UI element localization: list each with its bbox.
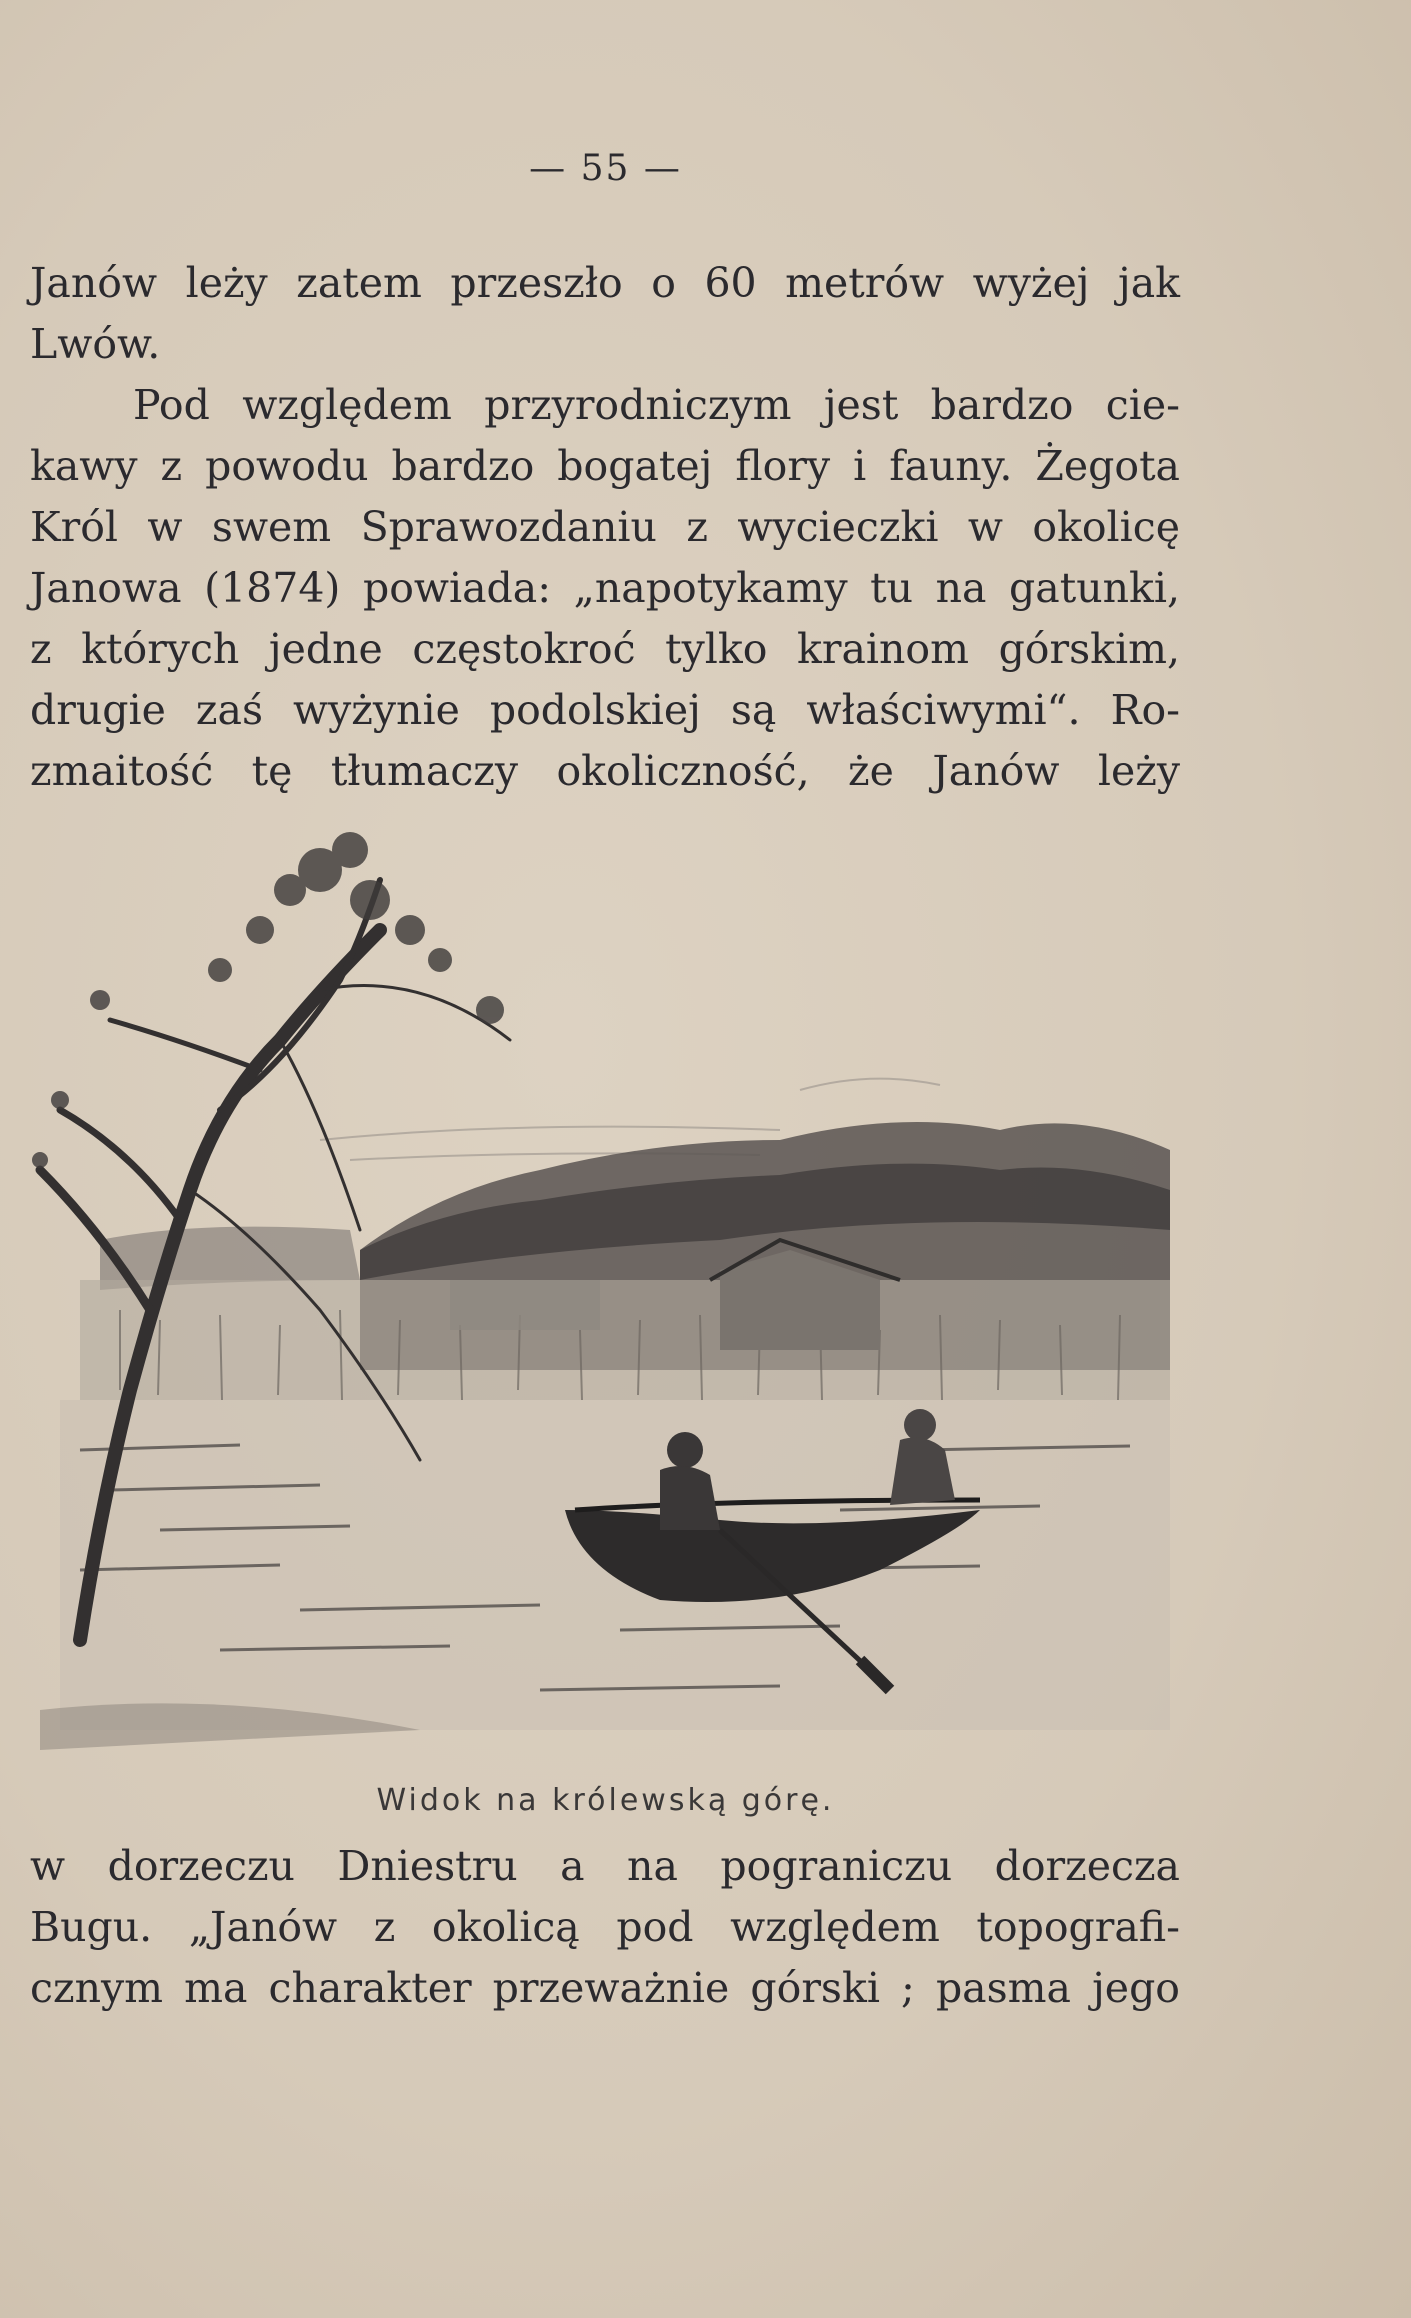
text-line: drugie zaś wyżynie podolskiej są właściwymi“. Ro- (30, 686, 1180, 734)
text-line: Janów leży zatem przeszło o 60 metrów wyżej jak (30, 259, 1180, 307)
text-block-bottom (30, 1836, 1180, 2019)
page-number: — 55 — (529, 148, 682, 189)
text-line: z których jedne częstokroć tylko krainom górskim, (30, 625, 1180, 673)
text-line: Pod względem przyrodniczym jest bardzo cie- (133, 381, 1180, 429)
lake-boat-illustration (20, 810, 1210, 1770)
text-line: Lwów. (30, 320, 161, 368)
text-line: Król w swem Sprawozdaniu z wycieczki w okolicę (30, 503, 1180, 551)
text-line: cznym ma charakter przeważnie górski ; pasma jego (30, 1964, 1180, 2012)
text-block-top (30, 253, 1180, 802)
text-line: zmaitość tę tłumaczy okoliczność, że Janów leży (30, 747, 1180, 795)
illustration-caption: Widok na królewską górę. (376, 1783, 835, 1818)
text-line: kawy z powodu bardzo bogatej flory i fauny. Żegota (30, 442, 1180, 490)
text-line: Bugu. „Janów z okolicą pod względem topografi- (30, 1903, 1180, 1951)
text-line: Janowa (1874) powiada: „napotykamy tu na gatunki, (30, 564, 1180, 612)
text-line: w dorzeczu Dniestru a na pograniczu dorzecza (30, 1842, 1180, 1890)
